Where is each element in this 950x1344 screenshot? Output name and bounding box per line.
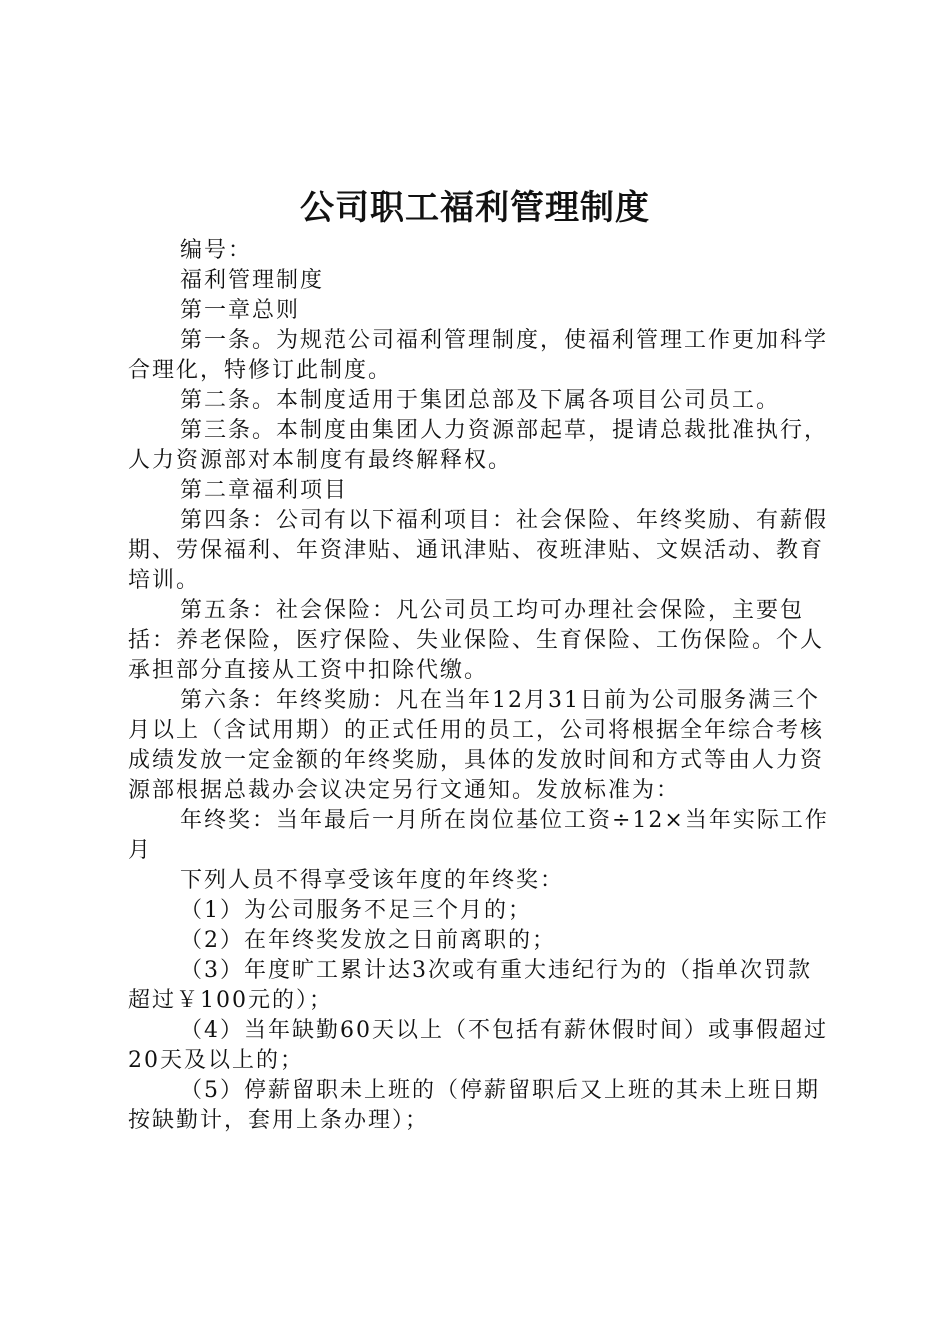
exclusion-item-3: （3）年度旷工累计达3次或有重大违纪行为的（指单次罚款超过￥100元的）； <box>128 958 812 1013</box>
exclusion-item-5: （5）停薪留职未上班的（停薪留职后又上班的其未上班日期按缺勤计，套用上条办理）； <box>128 1078 820 1133</box>
article-2: 第二条。本制度适用于集团总部及下属各项目公司员工。 <box>180 388 781 413</box>
paragraph-serial-number: 编号： <box>180 238 253 263</box>
article-1: 第一条。为规范公司福利管理制度，使福利管理工作更加科学合理化，特修订此制度。 <box>128 328 829 383</box>
article-6: 第六条：年终奖励：凡在当年12月31日前为公司服务满三个月以上（含试用期）的正式任用的员工，公司将根据全年综合考核成绩发放一定金额的年终奖励，具体的发放时间和方式等由人力资源部根据总裁办会议决定另行文通知。发放标准为： <box>128 688 825 803</box>
article-4: 第四条：公司有以下福利项目：社会保险、年终奖励、有薪假期、劳保福利、年资津贴、通讯津贴、夜班津贴、文娱活动、教育培训。 <box>128 508 829 593</box>
chapter-heading-2: 第二章福利项目 <box>180 478 349 503</box>
document-body <box>128 236 834 1136</box>
article-5: 第五条：社会保险：凡公司员工均可办理社会保险，主要包括：养老保险，医疗保险、失业保险、生育保险、工伤保险。个人承担部分直接从工资中扣除代缴。 <box>128 598 825 683</box>
article-3: 第三条。本制度由集团人力资源部起草，提请总裁批准执行，人力资源部对本制度有最终解释权。 <box>128 418 829 473</box>
exclusion-item-2: （2）在年终奖发放之日前离职的； <box>180 928 556 953</box>
exclusion-item-1: （1）为公司服务不足三个月的； <box>180 898 532 923</box>
chapter-heading-1: 第一章总则 <box>180 298 301 323</box>
bonus-formula: 年终奖：当年最后一月所在岗位基位工资÷12×当年实际工作月 <box>128 808 829 863</box>
document-title: 公司职工福利管理制度 <box>300 188 650 228</box>
paragraph-subtitle: 福利管理制度 <box>180 268 325 293</box>
exclusion-item-4: （4）当年缺勤60天以上（不包括有薪休假时间）或事假超过20天及以上的； <box>128 1018 828 1073</box>
exclusion-intro: 下列人员不得享受该年度的年终奖： <box>180 868 565 893</box>
